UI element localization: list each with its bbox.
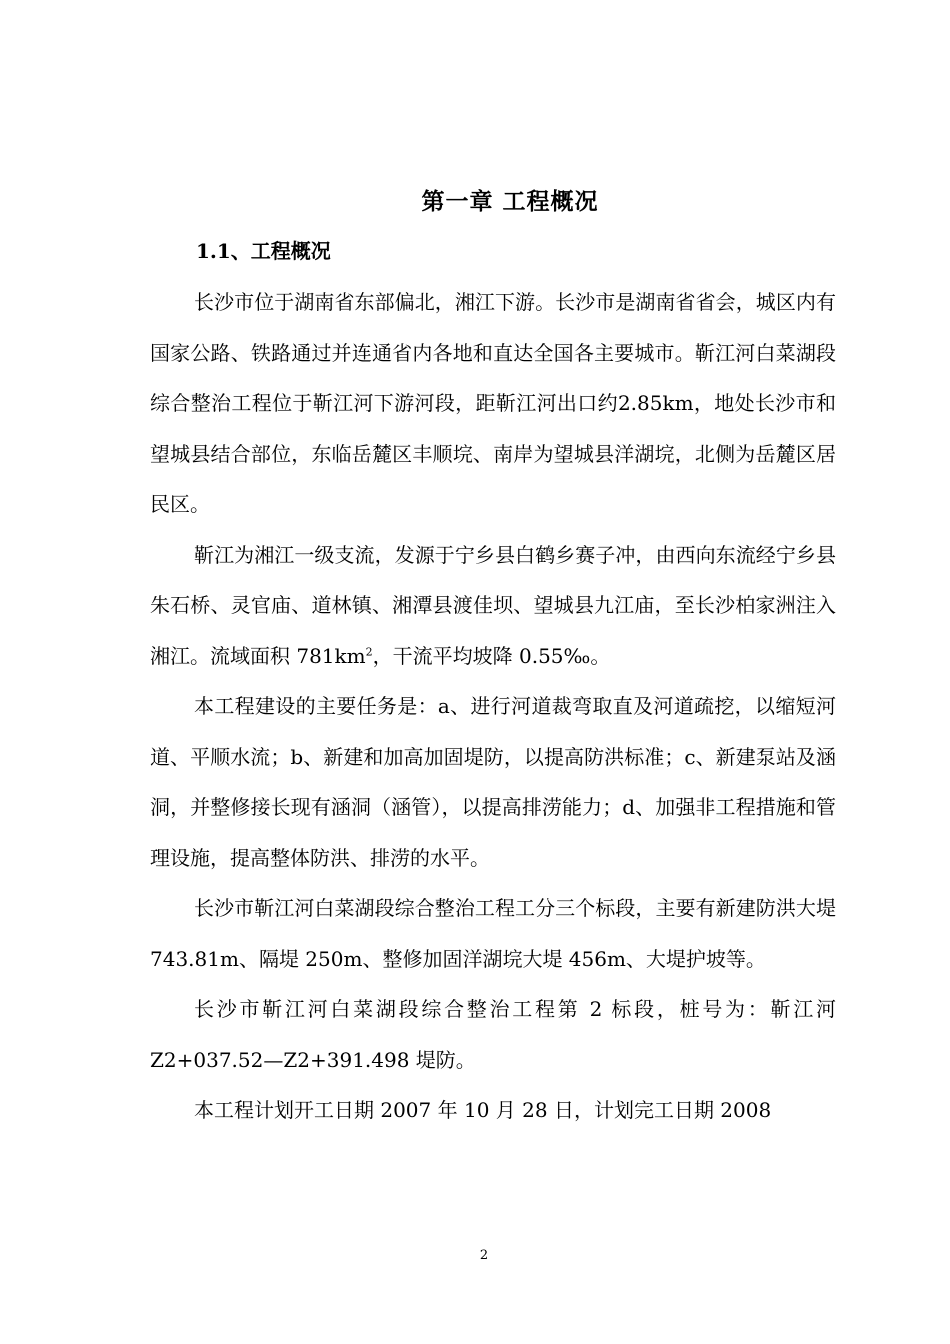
paragraph-text: ，干流平均坡降 0.55‰。	[372, 643, 611, 668]
paragraph: 本工程计划开工日期 2007 年 10 月 28 日，计划完工日期 2008	[194, 1098, 772, 1122]
page-number: 2	[479, 1248, 489, 1263]
chapter-title: 第一章 工程概况	[421, 188, 599, 215]
body-text	[150, 277, 836, 1136]
paragraph: 长沙市靳江河白菜湖段综合整治工程第 2 标段，桩号为：靳江河 Z2+037.52—Z2+391.498 堤防。	[150, 997, 836, 1072]
paragraph	[150, 530, 836, 682]
section-title: 1.1、工程概况	[196, 239, 331, 263]
paragraph: 长沙市靳江河白菜湖段综合整治工程工分三个标段，主要有新建防洪大堤 743.81m、隔堤 250m、整修加固洋湖垸大堤 456m、大堤护坡等。	[150, 896, 836, 971]
paragraph-text: 靳江为湘江一级支流，发源于宁乡县白鹤乡赛子冲，由西向东流经宁乡县朱石桥、灵官庙、道林镇、湘潭县渡佳坝、望城县九江庙，至长沙柏家洲注入湘江。流域面积 781km	[150, 542, 836, 668]
superscript: 2	[365, 644, 373, 658]
paragraph: 本工程建设的主要任务是：a、进行河道裁弯取直及河道疏挖，以缩短河道、平顺水流；b、新建和加高加固堤防，以提高防洪标准；c、新建泵站及涵洞，并整修接长现有涵洞（涵管），以提高排涝能力；d、加强非工程措施和管理设施，提高整体防洪、排涝的水平。	[150, 694, 836, 870]
paragraph: 长沙市位于湖南省东部偏北，湘江下游。长沙市是湖南省省会，城区内有国家公路、铁路通过并连通省内各地和直达全国各主要城市。靳江河白菜湖段综合整治工程位于靳江河下游河段，距靳江河出口约2.85km，地处长沙市和望城县结合部位，东临岳麓区丰顺垸、南岸为望城县洋湖垸，北侧为岳麓区居民区。	[150, 290, 836, 516]
